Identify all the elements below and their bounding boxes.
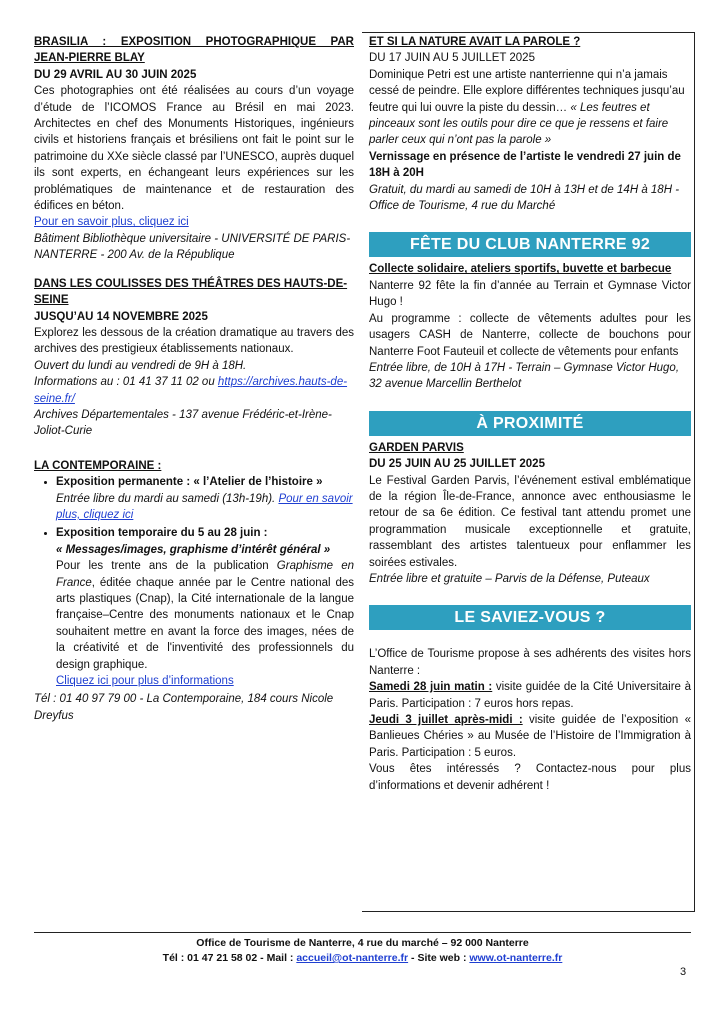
saviez-visit-2-label: Jeudi 3 juillet après-midi : [369, 714, 523, 726]
saviez-visit-1-label: Samedi 28 juin matin : [369, 681, 493, 694]
footer-address: Office de Tourisme de Nanterre, 4 rue du marché – 92 000 Nanterre [196, 937, 529, 949]
temporary-exhibit-subtitle: « Messages/images, graphisme d’intérêt général » [56, 543, 331, 556]
saviez-visit-1 [369, 679, 691, 712]
contemporaine-section [34, 458, 354, 725]
contemporaine-list [34, 474, 354, 689]
brasilia-body: Ces photographies ont été réalisées au cours d’un voyage d’étude de l’ICOMOS France au Brésil en mai 2023. Architectes en chef des Monuments Historiques, ingénieurs civils et historiens français et brésiliens ont fait le point sur le patrimoine du XXe siècle classé par l’UNESCO, auprès duquel ils sont experts, en échangeant leurs expériences sur les problématiques de maintenance et de restauration des édifices en béton. [34, 85, 354, 213]
temporary-exhibit-title: • Exposition temporaire du 5 au 28 juin : [56, 527, 268, 540]
coulisses-title: DANS LES COULISSES DES THÉÂTRES DES HAUTS-DE-SEINE [34, 277, 348, 307]
left-column [34, 34, 354, 724]
footer [34, 936, 691, 966]
list-item [56, 525, 354, 689]
permanent-exhibit-hours: Entrée libre du mardi au samedi (13h-19h). [56, 492, 279, 505]
coulisses-archives-link[interactable]: https://archives.hauts-de-seine.fr/ [34, 376, 348, 405]
coulisses-date: JUSQU’AU 14 NOVEMBRE 2025 [34, 310, 208, 323]
coulisses-section [34, 276, 354, 440]
coulisses-info-text: Informations au : 01 41 37 11 02 ou [34, 376, 218, 389]
brasilia-section [34, 34, 354, 264]
coulisses-location: Archives Départementales - 137 avenue Frédéric-et-Irène-Joliot-Curie [34, 408, 332, 438]
coulisses-info [34, 374, 354, 407]
temporary-exhibit-link[interactable]: Cliquez ici pour plus d’informations [56, 675, 234, 688]
temporary-exhibit-body [56, 558, 354, 673]
contemporaine-contact: Tél : 01 40 97 79 00 - La Contemporaine, 184 cours Nicole Dreyfus [34, 693, 334, 722]
proximite-banner: À PROXIMITÉ [369, 411, 691, 436]
footer-tel: Tél : 01 47 21 58 02 - Mail : [162, 952, 297, 964]
permanent-exhibit-title: • Exposition permanente : « l’Atelier de l’histoire » [56, 476, 323, 489]
saviez-intro: L’Office de Tourisme propose à ses adhérents des visites hors Nanterre : [369, 648, 691, 677]
brasilia-title-line2: JEAN-PIERRE BLAY [34, 52, 145, 65]
nature-date: DU 17 JUIN AU 5 JUILLET 2025 [369, 52, 535, 65]
saviez-banner: LE SAVIEZ-VOUS ? [369, 605, 691, 630]
brasilia-date: DU 29 AVRIL AU 30 JUIN 2025 [34, 68, 197, 81]
nature-title: ET SI LA NATURE AVAIT LA PAROLE ? [369, 36, 581, 48]
footer-contact [34, 951, 691, 966]
nature-section [369, 34, 691, 214]
footer-divider [34, 932, 691, 933]
nature-quote: « Les feutres et pinceaux sont les outils pour dire ce que je ressens et faire parler ceux qui n’ont pas la parole » [369, 101, 669, 147]
saviez-section [369, 605, 691, 794]
right-column [369, 34, 691, 794]
nature-body [369, 67, 691, 149]
footer-mail-link[interactable]: accueil@ot-nanterre.fr [296, 952, 409, 964]
saviez-outro: Vous êtes intéressés ? Contactez-nous pour plus d’informations et devenir adhérent ! [369, 763, 691, 792]
permanent-exhibit-link[interactable]: Pour en savoir plus, cliquez ici [56, 492, 353, 521]
temporary-exhibit-publication: Graphisme en France [56, 560, 354, 589]
nature-vernissage: Vernissage en présence de l’artiste le vendredi 27 juin de 18H à 20H [369, 150, 681, 180]
saviez-visit-1-text: visite guidée de la Cité Universitaire à Paris. Participation : 7 euros hors repas. [369, 681, 691, 710]
garden-parvis-location: Entrée libre et gratuite – Parvis de la Défense, Puteaux [369, 572, 650, 585]
garden-parvis-body: Le Festival Garden Parvis, l’événement estival emblématique de la région Île-de-France, annonce avec enthousiasme le retour de sa 6e édition. Ce festival tant attendu promet une programmation musicale exceptionnelle et gratuite, rassemblant des artistes talentueux pour enflammer les soirées estivales. [369, 474, 691, 569]
list-item [56, 474, 354, 523]
temporary-exhibit-text-2: , éditée chaque année par le Centre national des arts plastiques (Cnap), la Cité internationale de la langue française–Centre des monuments nationaux et le Cnap souhaitent mettre en avant la force des images, nées de la créativité et de l'inventivité des professionnels du design graphique. [56, 576, 354, 671]
garden-parvis-date: DU 25 JUIN AU 25 JUILLET 2025 [369, 458, 545, 471]
saviez-visit-2-text: visite guidée de l’exposition « Banlieues Chéries » au Musée de l’Histoire de l’Immigration à Paris. Participation : 5 euros. [369, 714, 692, 759]
brasilia-location: Bâtiment Bibliothèque universitaire - UNIVERSITÉ DE PARIS-NANTERRE - 200 Av. de la République [34, 232, 351, 262]
club-p2: Au programme : collecte de vêtements adultes pour les usagers CASH de Nanterre, collecte de bouchons pour Nanterre Foot Fauteuil et collecte de vêtements pour enfants [369, 312, 691, 358]
footer-web-label: - Site web : [408, 952, 470, 964]
club-title: Collecte solidaire, ateliers sportifs, buvette et barbecue [369, 263, 672, 276]
club-p1: Nanterre 92 fête la fin d’année au Terrain et Gymnase Victor Hugo ! [369, 279, 691, 309]
coulisses-hours: Ouvert du lundi au vendredi de 9H à 18H. [34, 359, 247, 372]
page-number: 3 [680, 966, 687, 978]
brasilia-more-link[interactable]: Pour en savoir plus, cliquez ici [34, 216, 189, 229]
club-banner: FÊTE DU CLUB NANTERRE 92 [369, 232, 691, 257]
nature-body-text: Dominique Petri est une artiste nanterrienne qui n’a jamais cessé de peindre. Elle explore différentes techniques jusqu’au feutre qui lui ouvre la piste du dessin… [369, 68, 685, 114]
proximite-section [369, 411, 691, 588]
saviez-visit-2 [369, 712, 691, 761]
club-section [369, 232, 691, 392]
coulisses-body: Explorez les dessous de la création dramatique au travers des archives des prestigieux établissements nationaux. [34, 326, 354, 356]
brasilia-title-line1: BRASILIA : EXPOSITION PHOTOGRAPHIQUE PAR [34, 36, 354, 48]
nature-hours: Gratuit, du mardi au samedi de 10H à 13H et de 14H à 18H - Office de Tourisme, 4 rue du Marché [369, 183, 680, 213]
temporary-exhibit-text-1: Pour les trente ans de la publication [56, 560, 277, 573]
footer-web-link[interactable]: www.ot-nanterre.fr [469, 952, 563, 964]
contemporaine-title: LA CONTEMPORAINE : [34, 459, 162, 472]
garden-parvis-title: GARDEN PARVIS [369, 441, 464, 454]
club-location: Entrée libre, de 10H à 17H - Terrain – Gymnase Victor Hugo, 32 avenue Marcellin Berthelot [369, 361, 680, 391]
